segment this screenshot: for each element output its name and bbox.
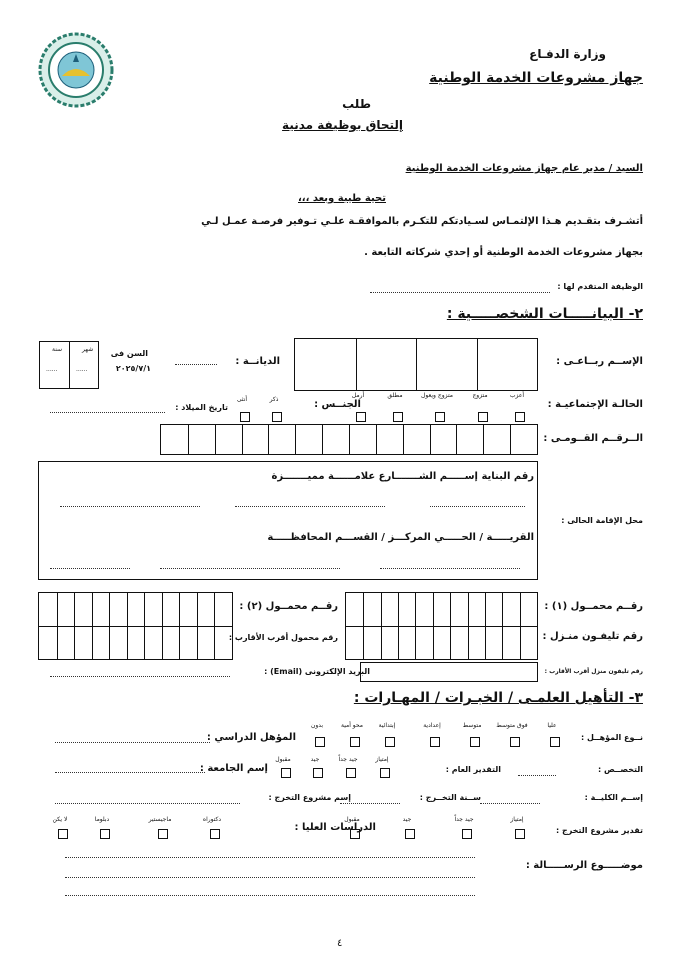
digit-cell[interactable] [109,626,127,659]
agency-name: جهاز مشروعات الخدمة الوطنية [429,70,643,86]
digit-cell[interactable] [127,593,145,626]
name-grid[interactable] [294,338,538,391]
postgrad-option-label: ماجيستير [148,816,172,823]
phone-left-grid[interactable] [38,592,233,660]
digit-cell[interactable] [433,626,450,659]
digit-cell[interactable] [144,626,162,659]
digit-cell[interactable] [415,626,432,659]
digit-cell[interactable] [74,593,92,626]
grade-option-label: إمتياز [375,756,389,763]
age-month-dots: ...... [76,366,88,373]
marital-option-label: مطلق [387,392,403,399]
address-village-dots[interactable] [380,568,520,569]
qual-type-label: نــوع المؤهــل : [580,733,643,742]
national-id-label: الــرقــم القــومـى : [543,433,643,444]
digit-cell[interactable] [398,593,415,626]
project-grade-checkbox[interactable] [515,829,525,839]
name-label: الإســم ربــاعـى : [556,356,643,367]
thesis-line-3[interactable] [65,895,475,896]
digit-cell[interactable] [381,593,398,626]
marital-checkbox[interactable] [478,412,488,422]
age-month-label: شهر [82,346,94,353]
digit-cell[interactable] [510,425,537,454]
gender-checkbox[interactable] [272,412,282,422]
specialization-label: التخصــص : [597,765,643,774]
digit-cell[interactable] [381,626,398,659]
address-label: محل الإقامة الحالى : [561,516,643,525]
email-field[interactable] [50,676,230,677]
grade-option-label: مقبول [275,756,291,763]
age-year-dots: ...... [46,366,58,373]
grade-checkbox[interactable] [313,768,323,778]
job-field[interactable] [370,292,550,293]
postgrad-option-label: لا يكن [52,816,68,823]
qual-field[interactable] [55,742,210,743]
digit-cell[interactable] [485,626,502,659]
gender-option-label: أنثى [236,396,248,403]
qualification-option-label: بدون [310,722,324,729]
digit-cell[interactable] [433,593,450,626]
age-label: السن فى [110,349,148,358]
project-grade-option-label: جيد جداً [454,816,474,823]
grad-year-field[interactable] [340,803,400,804]
project-grade-option-label: جيد [402,816,412,823]
thesis-line-2[interactable] [65,877,475,878]
project-grade-label: تقدير مشروع التخرج : [556,826,643,835]
marital-label: الحالـة الإجتماعيـة : [547,399,643,410]
project-grade-checkbox[interactable] [462,829,472,839]
addressee: السيد / مدير عام جهاز مشروعات الخدمة الوطنية [405,163,643,174]
phone-right-grid[interactable] [345,592,538,660]
digit-cell[interactable] [415,593,432,626]
marital-option-label: متزوج [472,392,488,399]
digit-cell[interactable] [179,593,197,626]
digit-cell[interactable] [109,593,127,626]
gender-label: الجنــس : [314,399,361,410]
relative-landline-box[interactable] [360,662,538,682]
qual-label: المؤهل الدراسي : [206,732,296,743]
digit-cell[interactable] [57,626,75,659]
birth-label: تاريخ الميلاد : [175,403,228,412]
digit-cell[interactable] [214,593,232,626]
faculty-field[interactable] [480,803,540,804]
grade-option-label: جيد [310,756,320,763]
marital-option-label: متزوج ويعول [421,392,453,399]
digit-cell[interactable] [520,593,537,626]
grade-checkbox[interactable] [346,768,356,778]
age-year-label: سنة [52,346,63,353]
digit-cell[interactable] [363,626,380,659]
postgrad-checkbox[interactable] [100,829,110,839]
grade-option-label: جيد جداً [338,756,358,763]
digit-cell[interactable] [502,626,519,659]
digit-cell[interactable] [295,425,322,454]
mobile1-label: رقــم محمــول (١) : [544,601,643,612]
address-building-dots[interactable] [430,506,525,507]
digit-cell[interactable] [346,593,363,626]
digit-cell[interactable] [450,593,467,626]
qualification-option-label: محو أمية [340,722,363,729]
grade-checkbox[interactable] [281,768,291,778]
digit-cell[interactable] [268,425,295,454]
marital-checkbox[interactable] [393,412,403,422]
qualification-checkbox[interactable] [470,737,480,747]
digit-cell[interactable] [483,425,510,454]
university-field[interactable] [55,772,205,773]
specialization-field[interactable] [518,775,556,776]
project-name-label: إسم مشروع التخرج : [268,793,351,802]
digit-cell[interactable] [363,593,380,626]
qualification-option-label: إعدادية [423,722,441,729]
digit-cell[interactable] [162,626,180,659]
digit-cell[interactable] [468,626,485,659]
marital-checkbox[interactable] [515,412,525,422]
address-line-1: رقم البناية إســـــم الشـــــــارع علامــــــة مميـــــــزة [271,471,534,482]
relative-mobile-label: رقم محمول أقرب الأقارب : [228,633,338,642]
qualification-option-label: إبتدائية [378,722,396,729]
digit-cell[interactable] [215,425,242,454]
digit-cell[interactable] [197,626,215,659]
qualification-checkbox[interactable] [430,737,440,747]
digit-cell[interactable] [197,593,215,626]
address-governorate-dots[interactable] [50,568,130,569]
digit-cell[interactable] [346,626,363,659]
university-label: إسم الجامعة : [199,763,268,774]
digit-cell[interactable] [127,626,145,659]
digit-cell[interactable] [188,425,215,454]
thesis-line-1[interactable] [65,857,475,858]
qualification-option-label: فوق متوسط [496,722,528,729]
intro-line-1: أتشـرف بتقـديم هـذا الإلتمـاس لسـيادتكم للتكـرم بالموافقـة علـي تـوفير فرصـة عمـل لـي [201,216,643,227]
digit-cell[interactable] [214,626,232,659]
section-3-heading: ٣- التأهيل العلمـى / الخبـرات / المهـارات : [353,690,643,706]
digit-cell[interactable] [450,626,467,659]
qualification-option-label: عليا [547,722,557,729]
page-number: ٤ [337,938,343,949]
email-label: البريد الإلكترونى (Email) : [264,667,370,676]
national-id-grid[interactable] [160,424,538,455]
digit-cell[interactable] [92,593,110,626]
address-street-dots[interactable] [235,506,385,507]
project-grade-option-label: مقبول [344,816,360,823]
landline-label: رقم تليفـون منـزل : [542,631,643,642]
project-grade-checkbox[interactable] [405,829,415,839]
address-line-2: القريـــــة / الحـــــي المركـــز / القســـم المحافظـــــة [267,532,534,543]
digit-cell[interactable] [349,425,376,454]
digit-cell[interactable] [92,626,110,659]
postgrad-option-label: دكتوراه [202,816,222,823]
relative-landline-label: رقم تليفون منزل أقرب الأقارب : [544,668,643,675]
digit-cell[interactable] [144,593,162,626]
marital-checkbox[interactable] [356,412,366,422]
qualification-checkbox[interactable] [385,737,395,747]
digit-cell[interactable] [398,626,415,659]
birth-field[interactable] [50,412,165,413]
digit-cell[interactable] [57,593,75,626]
project-grade-option-label: إمتياز [510,816,524,823]
address-landmark-dots[interactable] [60,506,200,507]
digit-cell[interactable] [179,626,197,659]
digit-cell[interactable] [456,425,483,454]
faculty-label: إســم الكليــة : [584,793,643,802]
section-2-heading: ٢- البيانـــــات الشخصـــــية : [446,306,643,322]
greeting: تحية طيبة وبعد ،،، [298,193,386,204]
qualification-option-label: متوسط [462,722,482,729]
postgrad-checkbox[interactable] [210,829,220,839]
digit-cell[interactable] [162,593,180,626]
marital-option-label: أرمل [351,392,365,399]
digit-cell[interactable] [502,593,519,626]
digit-cell[interactable] [403,425,430,454]
digit-cell[interactable] [39,593,57,626]
marital-option-label: أعزب [509,392,525,399]
religion-field[interactable] [175,364,217,365]
project-name-field[interactable] [55,803,240,804]
postgrad-option-label: دبلوما [94,816,110,823]
form-subtitle: إلتحاق بوظيفة مدنية [282,118,403,132]
digit-cell[interactable] [468,593,485,626]
grade-label: التقدير العام : [445,765,501,774]
qualification-checkbox[interactable] [315,737,325,747]
digit-cell[interactable] [376,425,403,454]
digit-cell[interactable] [74,626,92,659]
address-center-dots[interactable] [160,568,340,569]
mobile2-label: رقــم محمــول (٢) : [239,601,338,612]
ministry-name: وزارة الدفـاع [529,47,606,61]
qualification-checkbox[interactable] [350,737,360,747]
digit-cell[interactable] [322,425,349,454]
agency-logo [38,32,114,108]
digit-cell[interactable] [242,425,269,454]
grade-checkbox[interactable] [380,768,390,778]
postgrad-label: الدراسات العليا : [294,822,376,833]
qualification-checkbox[interactable] [510,737,520,747]
gender-option-label: ذكر [269,396,279,403]
postgrad-checkbox[interactable] [158,829,168,839]
gender-checkbox[interactable] [240,412,250,422]
marital-checkbox[interactable] [435,412,445,422]
age-date: ٢٠٢٥/٧/١ [115,364,151,373]
digit-cell[interactable] [161,425,188,454]
digit-cell[interactable] [430,425,457,454]
religion-label: الديانــة : [235,356,280,367]
thesis-label: موضـــــوع الرســـــالة : [525,860,643,871]
form-title: طلب [342,97,371,111]
job-label: الوظيفة المتقدم لها : [557,282,643,291]
qualification-checkbox[interactable] [550,737,560,747]
grad-year-label: ســنة التخــرج : [419,793,481,802]
digit-cell[interactable] [520,626,537,659]
digit-cell[interactable] [485,593,502,626]
intro-line-2: بجهاز مشروعات الخدمة الوطنية أو إحدي شركاته التابعة . [364,247,643,258]
postgrad-checkbox[interactable] [58,829,68,839]
digit-cell[interactable] [39,626,57,659]
